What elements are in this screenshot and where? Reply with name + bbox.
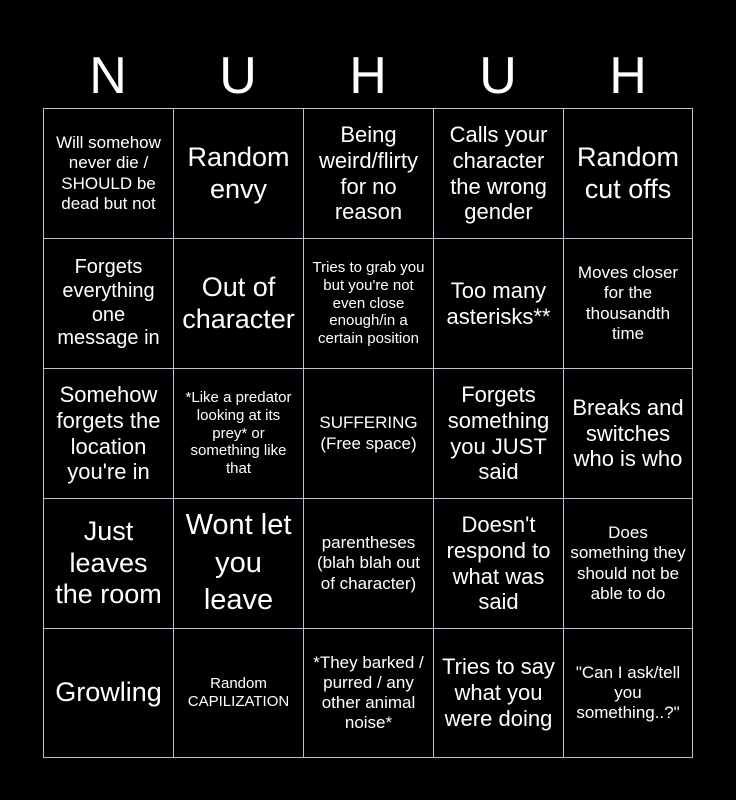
header-letter-h: H (349, 47, 387, 105)
bingo-cell[interactable]: Wont let you leave (173, 498, 303, 628)
bingo-cell[interactable]: Too many asterisks** (433, 238, 563, 368)
bingo-board (43, 108, 693, 758)
bingo-cell[interactable]: *They barked / purred / any other animal noise* (303, 628, 433, 758)
bingo-cell[interactable]: Tries to say what you were doing (433, 628, 563, 758)
bingo-cell[interactable]: Does something they should not be able to do (563, 498, 693, 628)
bingo-cell[interactable]: Calls your character the wrong gender (433, 108, 563, 238)
bingo-header (43, 44, 693, 108)
bingo-cell[interactable]: Forgets everything one message in (43, 238, 173, 368)
bingo-cell[interactable]: Random cut offs (563, 108, 693, 238)
bingo-cell[interactable]: Moves closer for the thousandth time (563, 238, 693, 368)
header-letter-n: N (89, 47, 127, 105)
bingo-cell[interactable]: Random envy (173, 108, 303, 238)
bingo-cell[interactable]: parentheses (blah blah out of character) (303, 498, 433, 628)
bingo-cell[interactable]: *Like a predator looking at its prey* or something like that (173, 368, 303, 498)
bingo-cell[interactable]: Forgets something you JUST said (433, 368, 563, 498)
bingo-cell[interactable]: Breaks and switches who is who (563, 368, 693, 498)
header-letter-u: U (479, 47, 517, 105)
bingo-cell[interactable]: Will somehow never die / SHOULD be dead but not (43, 108, 173, 238)
bingo-cell[interactable]: Random CAPILIZATION (173, 628, 303, 758)
bingo-cell[interactable]: Growling (43, 628, 173, 758)
bingo-cell[interactable]: Tries to grab you but you're not even close enough/in a certain position (303, 238, 433, 368)
bingo-cell[interactable]: Somehow forgets the location you're in (43, 368, 173, 498)
bingo-cell[interactable]: Out of character (173, 238, 303, 368)
header-letter-h: H (609, 47, 647, 105)
header-letter-u: U (219, 47, 257, 105)
bingo-cell[interactable]: "Can I ask/tell you something..?" (563, 628, 693, 758)
bingo-cell[interactable]: Doesn't respond to what was said (433, 498, 563, 628)
bingo-cell[interactable]: Being weird/flirty for no reason (303, 108, 433, 238)
free-space-cell[interactable]: SUFFERING (Free space) (303, 368, 433, 498)
bingo-cell[interactable]: Just leaves the room (43, 498, 173, 628)
